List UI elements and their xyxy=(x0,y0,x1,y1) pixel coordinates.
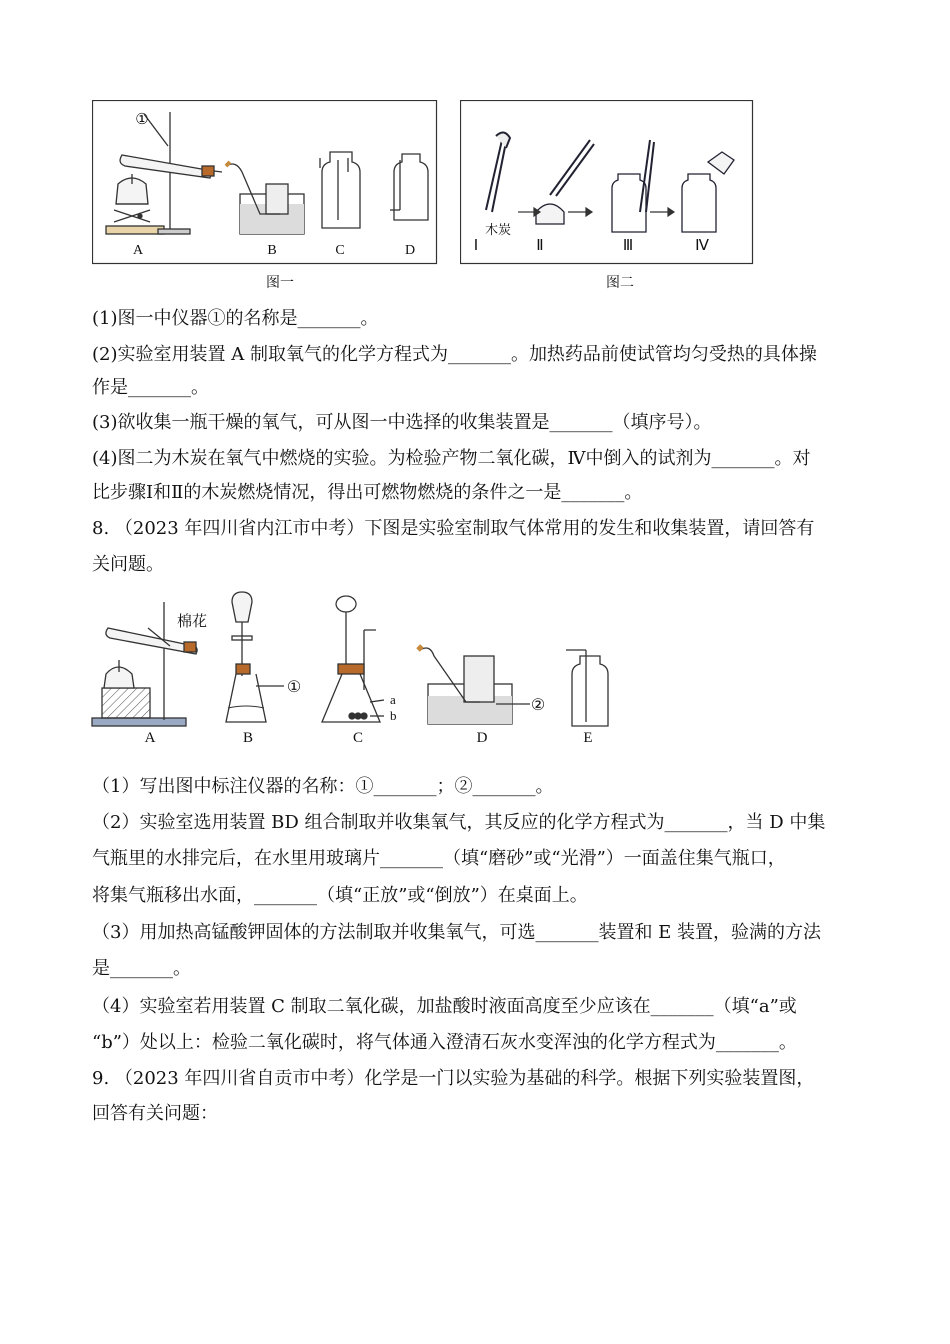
fig1-marker: ① xyxy=(135,112,149,128)
q7-part4-line2: 比步骤Ⅰ和Ⅱ的木炭燃烧情况，得出可燃物燃烧的条件之一是_______。 xyxy=(92,482,643,503)
q8-label-d: D xyxy=(476,730,488,746)
q8-part4-line1: （4）实验室若用装置 C 制取二氧化碳，加盐酸时液面高度至少应该在_______（填“a”或 xyxy=(92,996,797,1017)
apparatus-d xyxy=(390,154,428,220)
q8-label-a: A xyxy=(144,730,156,746)
q8-apparatus-c xyxy=(322,596,384,722)
fig1-label-c: C xyxy=(335,243,345,258)
fig2-step-2: Ⅱ xyxy=(536,238,544,254)
q8-apparatus-b xyxy=(226,592,284,722)
fig2-step-1: Ⅰ xyxy=(473,238,479,254)
fig1-label-a: A xyxy=(132,243,144,258)
apparatus-b xyxy=(226,162,304,234)
q8-apparatus-d xyxy=(418,646,530,724)
q8-part3-line1: （3）用加热高锰酸钾固体的方法制取并收集氧气，可选_______装置和 E 装置，验满的方法 xyxy=(92,922,822,943)
figure-two-caption: 图二 xyxy=(606,276,634,291)
q8-part2-line1: （2）实验室选用装置 BD 组合制取并收集氧气，其反应的化学方程式为_______，当 D 中集 xyxy=(92,812,826,833)
fig2-step-4: Ⅳ xyxy=(695,238,709,254)
q7-part1: (1)图一中仪器①的名称是_______。 xyxy=(92,308,379,329)
q8-stem-line1: 8. （2023 年四川省内江市中考）下图是实验室制取气体常用的发生和收集装置，请回答有 xyxy=(92,518,815,539)
q8-part2-line2: 气瓶里的水排完后，在水里用玻璃片_______（填“磨砂”或“光滑”）一面盖住集气瓶口， xyxy=(92,848,786,869)
q9-stem-line2: 回答有关问题： xyxy=(92,1103,218,1124)
apparatus-c xyxy=(320,152,360,228)
q8-part3-line2: 是_______。 xyxy=(92,958,191,979)
q8-cotton-label: 棉花 xyxy=(176,614,208,630)
fig1-label-b: B xyxy=(267,243,277,258)
q9-stem-line1: 9. （2023 年四川省自贡市中考）化学是一门以实验为基础的科学。根据下列实验装置图， xyxy=(92,1068,815,1089)
q8-marker-1: ① xyxy=(286,679,302,696)
figure-two-charcoal xyxy=(460,100,754,265)
apparatus-a xyxy=(106,112,222,234)
fig2-step-3: Ⅲ xyxy=(622,238,634,254)
q7-part3: (3)欲收集一瓶干燥的氧气，可从图一中选择的收集装置是_______（填序号）。 xyxy=(92,412,712,433)
q8-stem-line2: 关问题。 xyxy=(92,554,164,575)
q8-level-a: a xyxy=(390,692,396,707)
q8-part4-line2: “b”）处以上：检验二氧化碳时，将气体通入澄清石灰水变浑浊的化学方程式为_______。 xyxy=(92,1032,797,1053)
q8-label-c: C xyxy=(352,730,364,746)
fig2-charcoal-label: 木炭 xyxy=(484,222,512,237)
q8-marker-2: ② xyxy=(530,697,546,714)
q8-apparatus-e xyxy=(566,650,608,726)
q7-part2-line1: (2)实验室用装置 A 制取氧气的化学方程式为_______。加热药品前使试管均匀受热的具体操 xyxy=(92,344,817,365)
figure-one-caption: 图一 xyxy=(266,276,294,291)
figure-one-apparatus xyxy=(92,100,438,265)
q8-level-b: b xyxy=(390,708,397,723)
q7-part2-line2: 作是_______。 xyxy=(92,377,209,398)
q8-part2-line3: 将集气瓶移出水面，_______（填“正放”或“倒放”）在桌面上。 xyxy=(92,885,588,906)
q8-label-e: E xyxy=(583,730,593,746)
q8-label-b: B xyxy=(242,730,254,746)
fig1-label-d: D xyxy=(404,243,416,258)
q8-part1: （1）写出图中标注仪器的名称：①_______；②_______。 xyxy=(92,776,554,797)
q8-apparatus-figure xyxy=(88,584,628,754)
q7-part4-line1: (4)图二为木炭在氧气中燃烧的实验。为检验产物二氧化碳，Ⅳ中倒入的试剂为_______。对 xyxy=(92,448,811,469)
